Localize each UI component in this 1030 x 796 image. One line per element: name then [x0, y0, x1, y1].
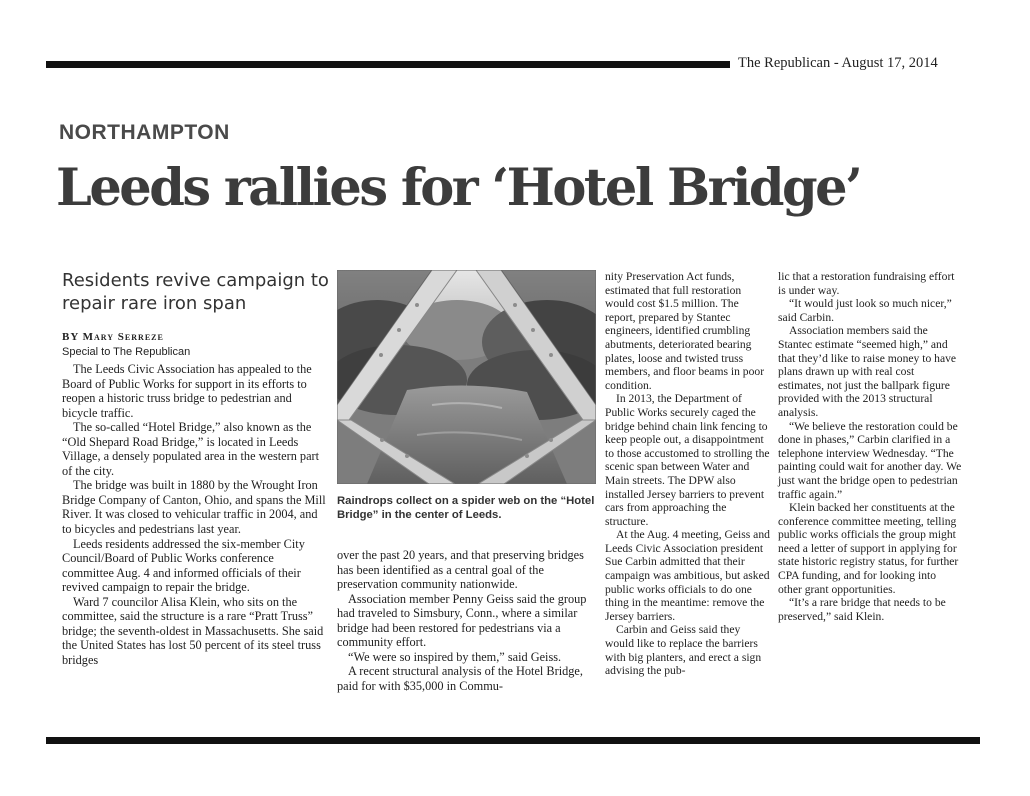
headline: Leeds rallies for ‘Hotel Bridge’	[56, 158, 861, 218]
byline-prefix: BY	[62, 331, 83, 343]
deck: Residents revive campaign to repair rare iron span	[62, 270, 329, 314]
section-label: NORTHAMPTON	[59, 121, 230, 144]
photo-caption: Raindrops collect on a spider web on the “Hotel Bridge” in the center of Leeds.	[337, 495, 595, 521]
paragraph: over the past 20 years, and that preserving bridges has been identified as a central goal of the preservation community nationwide.	[337, 548, 584, 592]
byline-affiliation: Special to The Republican	[62, 346, 191, 358]
article-column-1	[62, 362, 328, 667]
paragraph: Association member Penny Geiss said the group had traveled to Simsbury, Conn., where a similar bridge had been restored for pedestrians via a community effort.	[337, 591, 587, 650]
article-column-2	[337, 548, 595, 693]
paragraph: “It would just look so much nicer,” said Carbin.	[778, 297, 952, 324]
paragraph: At the Aug. 4 meeting, Geiss and Leeds Civic Association president Sue Carbin admitted that their campaign was ambitious, but asked public works officials to do one thing in the meantime: remove the Jersey barriers.	[605, 528, 770, 623]
article-column-3	[605, 270, 771, 678]
paragraph: “It’s a rare bridge that needs to be preserved,” said Klein.	[778, 596, 946, 623]
bottom-rule	[46, 737, 980, 744]
byline	[62, 331, 164, 343]
paragraph: nity Preservation Act funds, estimated that full restoration would cost $1.5 million. The report, prepared by Stantec engineers, identified crumbling abutments, deteriorated bearing plates, loose and twisted truss members, and floor beams in poor condition.	[605, 270, 765, 392]
paragraph: The so-called “Hotel Bridge,” also known as the “Old Shepard Road Bridge,” is located in Leeds Village, a densely populated area in the western part of the city.	[62, 420, 320, 478]
paragraph: The bridge was built in 1880 by the Wrought Iron Bridge Company of Canton, Ohio, and spans the Mill River. It was closed to vehicular traffic in 2004, and to bicycles and pedestrians last year.	[62, 478, 326, 537]
paragraph: “We were so inspired by them,” said Geiss.	[348, 649, 562, 664]
paragraph: “We believe the restoration could be done in phases,” Carbin clarified in a telephone interview Wednesday. “The painting could wait for another day. We just want the bridge open to pedestrian traffic again.”	[778, 419, 962, 501]
article-column-4	[778, 270, 962, 623]
paragraph: Klein backed her constituents at the conference committee meeting, telling public works officials the group might need a letter of support in applying for state historic registry status, for further CPA funding, and for looking into other grant opportunities.	[778, 501, 959, 596]
top-rule	[46, 61, 730, 68]
paragraph: In 2013, the Department of Public Works securely caged the bridge behind chain link fencing to keep people out, a disappointment to those accustomed to strolling the scenic span between Water and Main streets. The DPW also installed Jersey barriers to prevent cars from approaching the structure.	[605, 392, 770, 528]
byline-name: Mary Serreze	[82, 331, 164, 343]
paragraph: A recent structural analysis of the Hotel Bridge, paid for with $35,000 in Commu-	[337, 664, 583, 693]
paragraph: Ward 7 councilor Alisa Klein, who sits on the committee, said the structure is a rare “Pratt Truss” bridge; the seventh-oldest in Massachusetts. She said the United States has lost 50 percent of its steel truss bridges	[62, 594, 324, 667]
publication-line: The Republican - August 17, 2014	[738, 55, 938, 71]
paragraph: The Leeds Civic Association has appealed to the Board of Public Works for support in its efforts to reopen a historic truss bridge to pedestrian and bicycle traffic.	[62, 362, 312, 420]
paragraph: Association members said the Stantec estimate “seemed high,” and that they’d like to raise money to have plans drawn up with real cost estimates, not just the ballpark figure provided with the 2013 structural analysis.	[778, 324, 957, 419]
paragraph: Leeds residents addressed the six-member City Council/Board of Public Works conference committee Aug. 4 and informed officials of their revived campaign to repair the bridge.	[62, 536, 305, 595]
paragraph: Carbin and Geiss said they would like to replace the barriers with big planters, and erect a sign advising the pub-	[605, 623, 762, 678]
paragraph: lic that a restoration fundraising effort is under way.	[778, 270, 955, 297]
bridge-photo	[337, 270, 596, 484]
